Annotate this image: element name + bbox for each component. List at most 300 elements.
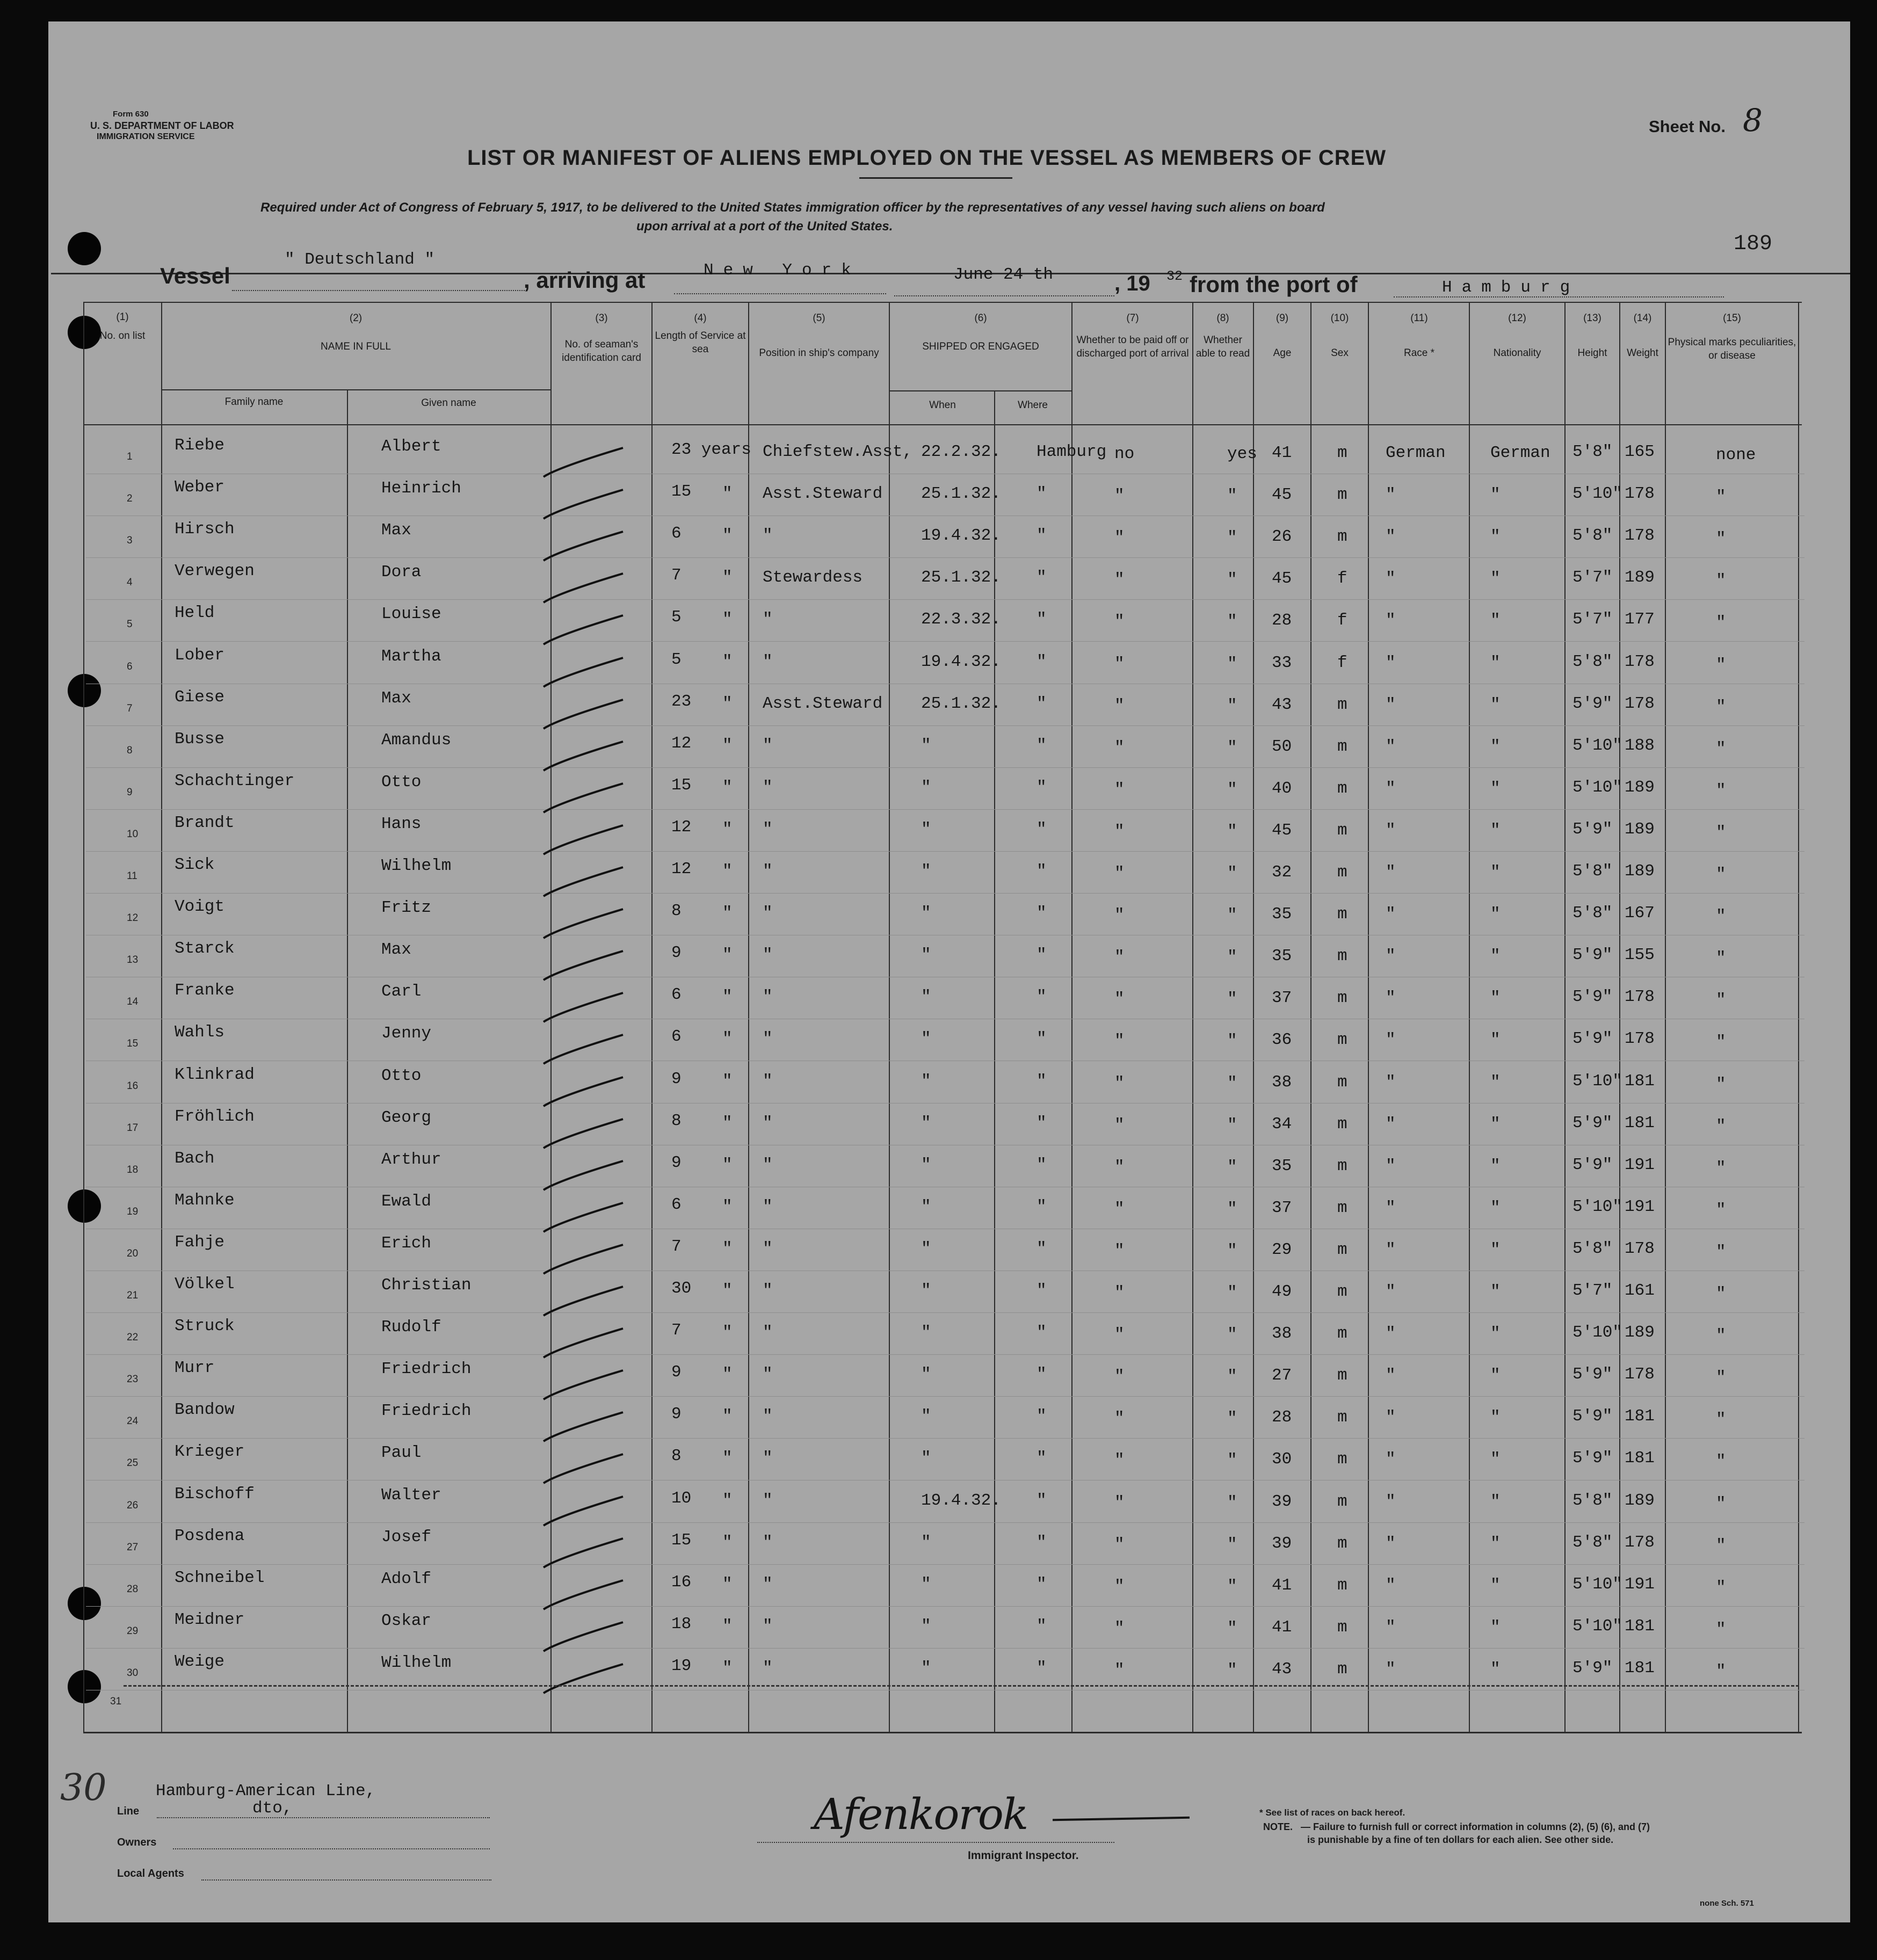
row-number: 11 (127, 870, 137, 882)
position: " (763, 1239, 773, 1258)
binder-hole-icon (68, 232, 101, 265)
row-rule (86, 809, 1804, 810)
service-length: 12 (671, 817, 692, 837)
year-suffix: 32 (1166, 268, 1183, 284)
shipped-when: " (921, 1029, 931, 1049)
weight: 165 (1625, 442, 1655, 461)
given-name: Martha (381, 647, 441, 666)
sex: m (1337, 1324, 1347, 1344)
height: 5'10" (1572, 1071, 1623, 1091)
shipped-when: " (921, 1616, 931, 1636)
able-to-read: " (1227, 1325, 1237, 1345)
nationality: German (1490, 444, 1550, 462)
age: 35 (1272, 947, 1292, 966)
physical-marks: none (1716, 446, 1756, 464)
able-to-read: " (1227, 1283, 1237, 1302)
nationality: " (1490, 1072, 1501, 1092)
manifest-sheet (48, 21, 1850, 1922)
nationality: " (1490, 989, 1501, 1008)
age: 34 (1272, 1114, 1292, 1134)
family-name: Voigt (175, 897, 225, 917)
family-name: Völkel (175, 1275, 235, 1294)
physical-marks: " (1716, 1620, 1726, 1639)
given-name: Carl (381, 982, 422, 1001)
race: " (1386, 695, 1396, 714)
row-rule (86, 1606, 1804, 1607)
shipped-where: " (1037, 1029, 1047, 1049)
height: 5'9" (1572, 1365, 1613, 1384)
service-length: 19 (671, 1656, 692, 1675)
col-divider (1310, 302, 1311, 1733)
able-to-read: " (1227, 1367, 1237, 1386)
family-name: Riebe (175, 436, 225, 455)
paid-off: " (1114, 1115, 1125, 1135)
weight: 178 (1625, 988, 1655, 1007)
checkmark-icon (542, 446, 628, 478)
family-name: Schachtinger (175, 771, 295, 790)
service-ditto: " (722, 526, 733, 546)
service-ditto: " (722, 1113, 733, 1133)
family-name: Lober (175, 645, 225, 665)
given-name: Hans (381, 814, 422, 833)
family-name: Schneibel (175, 1568, 265, 1587)
shipped-when: " (921, 862, 931, 881)
checkmark-icon (542, 698, 628, 730)
col-divider (1192, 302, 1193, 1733)
race: " (1386, 821, 1396, 840)
nationality: " (1490, 1282, 1501, 1301)
service-ditto: " (722, 1029, 733, 1049)
shipped-when: " (921, 1155, 931, 1174)
paid-off: " (1114, 738, 1125, 757)
sex: f (1337, 569, 1347, 589)
able-to-read: " (1227, 990, 1237, 1009)
race: " (1386, 1324, 1396, 1344)
weight: 189 (1625, 819, 1655, 839)
shipped-when: " (921, 1239, 931, 1258)
row-number: 25 (127, 1457, 139, 1469)
col-header-where: Where (1018, 400, 1048, 411)
note-line-1: — Failure to furnish full or correct information in columns (2), (5) (6), and (7) (1301, 1821, 1650, 1832)
owners-value: dto, (252, 1799, 293, 1818)
shipped-where: " (1037, 484, 1047, 504)
height: 5'9" (1572, 1407, 1613, 1426)
nationality: " (1490, 1659, 1501, 1679)
service-ditto: " (722, 1574, 733, 1594)
physical-marks: " (1716, 1033, 1726, 1052)
checkmark-icon (542, 488, 628, 520)
physical-marks: " (1716, 488, 1726, 507)
weight: 189 (1625, 568, 1655, 587)
able-to-read: " (1227, 864, 1237, 883)
race: " (1386, 905, 1396, 924)
able-to-read: " (1227, 1535, 1237, 1554)
race: " (1386, 1617, 1396, 1637)
race: " (1386, 1072, 1396, 1092)
able-to-read: " (1227, 1618, 1237, 1638)
height: 5'10" (1572, 1197, 1623, 1216)
col-header-service: (4) Length of Service at sea (655, 313, 746, 355)
local-agents-label: Local Agents (117, 1868, 184, 1879)
physical-marks: " (1716, 1326, 1726, 1346)
paid-off: " (1114, 864, 1125, 883)
shipped-when: " (921, 1658, 931, 1678)
able-to-read: " (1227, 654, 1237, 673)
position: " (763, 946, 773, 965)
position: " (763, 1197, 773, 1216)
physical-marks: " (1716, 739, 1726, 758)
checkmark-icon (542, 1033, 628, 1065)
weight: 191 (1625, 1574, 1655, 1594)
col-header-id-card: (3) No. of seaman's identification card (562, 313, 641, 364)
race: " (1386, 1240, 1396, 1259)
arriving-port: New York (704, 261, 861, 280)
weight: 189 (1625, 862, 1655, 881)
paid-off: " (1114, 1073, 1125, 1093)
col-header-weight: (14) Weight (1627, 313, 1658, 359)
row-rule (86, 851, 1804, 852)
service-ditto: " (722, 1071, 733, 1091)
height: 5'8" (1572, 652, 1613, 671)
sex: m (1337, 947, 1347, 966)
race: " (1386, 863, 1396, 882)
shipped-where: " (1037, 1281, 1047, 1300)
family-name: Brandt (175, 813, 235, 832)
sex: m (1337, 1659, 1347, 1679)
binder-hole-icon (68, 1670, 101, 1703)
row-number: 18 (127, 1164, 139, 1175)
line-dotline (157, 1817, 490, 1818)
paid-off: " (1114, 528, 1125, 548)
checkmark-icon (542, 1243, 628, 1275)
nationality: " (1490, 527, 1501, 547)
service-ditto: " (722, 568, 733, 587)
position: " (763, 736, 773, 755)
position: " (763, 988, 773, 1007)
service-length: 9 (671, 1069, 682, 1088)
family-name: Bandow (175, 1400, 235, 1420)
weight: 178 (1625, 484, 1655, 504)
age: 41 (1272, 1617, 1292, 1637)
service-length: 23 (671, 692, 692, 711)
paid-off: " (1114, 1157, 1125, 1177)
sex: f (1337, 653, 1347, 672)
row-number: 23 (127, 1374, 139, 1385)
row-number: 10 (127, 828, 139, 840)
service-length: 5 (671, 650, 682, 669)
service-length: 7 (671, 1237, 682, 1256)
age: 29 (1272, 1240, 1292, 1259)
service-length: 7 (671, 566, 682, 585)
sex: m (1337, 737, 1347, 756)
physical-marks: " (1716, 1368, 1726, 1388)
bottom-reference: none Sch. 571 (1700, 1899, 1754, 1908)
sheet-label: Sheet No. (1649, 117, 1726, 136)
row-number-31: 31 (110, 1696, 122, 1707)
physical-marks: " (1716, 1200, 1726, 1219)
col-divider (1619, 302, 1620, 1733)
position: " (763, 652, 773, 671)
shipped-where: " (1037, 1574, 1047, 1594)
col-divider (161, 302, 162, 1733)
race: " (1386, 1030, 1396, 1050)
binder-hole-icon (68, 1189, 101, 1223)
service-ditto: " (722, 1658, 733, 1678)
row-number: 9 (127, 786, 133, 798)
race: " (1386, 737, 1396, 756)
row-number: 24 (127, 1415, 139, 1427)
col-header-paid-off: (7) Whether to be paid off or discharged port of arrival (1076, 313, 1189, 359)
height: 5'9" (1572, 946, 1613, 965)
sex: f (1337, 611, 1347, 630)
service-length: 23 years (671, 440, 751, 459)
sex: m (1337, 1617, 1347, 1637)
shipped-when: " (921, 1113, 931, 1133)
checkmark-icon (542, 949, 628, 981)
shipped-where: " (1037, 1491, 1047, 1510)
checkmark-icon (542, 1620, 628, 1652)
vessel-top-rule (51, 273, 1850, 274)
able-to-read: " (1227, 780, 1237, 799)
able-to-read: yes (1227, 445, 1257, 463)
sex: m (1337, 905, 1347, 924)
nationality: " (1490, 611, 1501, 630)
checkmark-icon (542, 1452, 628, 1484)
weight: 178 (1625, 1533, 1655, 1552)
physical-marks: " (1716, 781, 1726, 800)
checkmark-icon (542, 1536, 628, 1569)
shipped-when: " (921, 904, 931, 923)
shipped-where: " (1037, 904, 1047, 923)
shipped-where: " (1037, 610, 1047, 629)
sex: m (1337, 485, 1347, 505)
position: " (763, 1029, 773, 1049)
race: " (1386, 1576, 1396, 1595)
nationality: " (1490, 1240, 1501, 1259)
service-length: 15 (671, 482, 692, 502)
row-number: 28 (127, 1583, 139, 1595)
weight: 189 (1625, 778, 1655, 797)
col-divider (1253, 302, 1254, 1733)
physical-marks: " (1716, 1284, 1726, 1303)
family-name: Bach (175, 1149, 215, 1168)
weight: 189 (1625, 1323, 1655, 1342)
nationality: " (1490, 1617, 1501, 1637)
physical-marks: " (1716, 571, 1726, 591)
agents-dotline (201, 1879, 491, 1881)
checkmark-icon (542, 1159, 628, 1191)
race: German (1386, 444, 1446, 462)
given-name: Friedrich (381, 1402, 472, 1421)
shipped-where: " (1037, 819, 1047, 839)
col-divider (994, 390, 995, 1733)
shipped-when: " (921, 1574, 931, 1594)
sex: m (1337, 989, 1347, 1008)
shipped-where: " (1037, 694, 1047, 713)
given-name: Max (381, 940, 411, 960)
height: 5'10" (1572, 484, 1623, 504)
sex: m (1337, 1492, 1347, 1511)
service-ditto: " (722, 1407, 733, 1426)
checkmark-icon (542, 991, 628, 1023)
shipped-where: " (1037, 736, 1047, 755)
given-name: Rudolf (381, 1318, 441, 1337)
family-name: Hirsch (175, 520, 235, 539)
shipped-when: " (921, 1197, 931, 1216)
shipped-when: 19.4.32. (921, 1491, 1001, 1510)
checkmark-icon (542, 613, 628, 645)
note-label: NOTE. (1263, 1821, 1293, 1832)
race: " (1386, 1534, 1396, 1553)
position: " (763, 1658, 773, 1678)
able-to-read: " (1227, 612, 1237, 631)
physical-marks: " (1716, 823, 1726, 842)
row-rule (86, 1103, 1804, 1104)
subtitle-line-2: upon arrival at a port of the United States. (636, 219, 893, 234)
subtitle-line-1: Required under Act of Congress of February 5, 1917, to be delivered to the United States immigration officer by the representatives of any vessel having such aliens on board (260, 200, 1325, 215)
shipped-where: " (1037, 1071, 1047, 1091)
able-to-read: " (1227, 696, 1237, 715)
row-number: 26 (127, 1499, 139, 1511)
shipped-when: " (921, 988, 931, 1007)
family-name: Fröhlich (175, 1107, 255, 1126)
races-note: * See list of races on back hereof. (1259, 1807, 1405, 1818)
paid-off: " (1114, 1618, 1125, 1638)
owners-label: Owners (117, 1836, 157, 1848)
paid-off: " (1114, 1325, 1125, 1345)
year-prefix: , 19 (1114, 272, 1150, 295)
paid-off: " (1114, 654, 1125, 673)
age: 41 (1272, 1576, 1292, 1595)
height: 5'9" (1572, 1449, 1613, 1468)
shipped-when: 25.1.32. (921, 568, 1001, 587)
paid-off: " (1114, 1577, 1125, 1596)
height: 5'9" (1572, 1155, 1613, 1174)
height: 5'10" (1572, 736, 1623, 755)
shipped-when: " (921, 736, 931, 755)
row-rule (86, 599, 1804, 600)
shipped-when: 22.3.32. (921, 610, 1001, 629)
paid-off: " (1114, 1241, 1125, 1260)
checkmark-icon (542, 1578, 628, 1610)
vessel-name: " Deutschland " (285, 250, 435, 269)
physical-marks: " (1716, 1242, 1726, 1261)
given-name: Louise (381, 605, 441, 624)
paid-off: " (1114, 612, 1125, 631)
service-length: 7 (671, 1321, 682, 1340)
col-divider (1665, 302, 1666, 1733)
family-name: Wahls (175, 1023, 225, 1042)
position: " (763, 1449, 773, 1468)
family-name: Busse (175, 729, 225, 749)
nationality: " (1490, 1156, 1501, 1175)
sex: m (1337, 821, 1347, 840)
service-ditto: " (722, 988, 733, 1007)
service-ditto: " (722, 904, 733, 923)
row-number: 29 (127, 1625, 139, 1637)
service-ditto: " (722, 610, 733, 629)
given-name: Wilhelm (381, 856, 452, 875)
row-number: 20 (127, 1247, 139, 1259)
shipped-where: " (1037, 1533, 1047, 1552)
service-length: 9 (671, 1363, 682, 1382)
able-to-read: " (1227, 528, 1237, 548)
age: 40 (1272, 779, 1292, 798)
list-end-dashline (124, 1685, 1799, 1687)
race: " (1386, 947, 1396, 966)
shipped-where: Hamburg (1037, 442, 1107, 461)
service-ditto: " (722, 1239, 733, 1258)
sex: m (1337, 1156, 1347, 1175)
race: " (1386, 1492, 1396, 1511)
checkmark-icon (542, 1075, 628, 1107)
given-name: Arthur (381, 1150, 441, 1169)
given-name: Max (381, 688, 411, 708)
page-number: 189 (1734, 232, 1773, 256)
age: 49 (1272, 1282, 1292, 1301)
weight: 181 (1625, 1616, 1655, 1636)
checkmark-icon (542, 656, 628, 688)
service-length: 15 (671, 1530, 692, 1550)
service-ditto: " (722, 694, 733, 713)
form-number: Form 630 (113, 110, 149, 119)
paid-off: " (1114, 906, 1125, 925)
weight: 177 (1625, 610, 1655, 629)
position: " (763, 862, 773, 881)
col-header-when: When (929, 400, 956, 411)
col-header-sex: (10) Sex (1330, 313, 1349, 359)
row-rule (86, 1648, 1804, 1649)
race: " (1386, 569, 1396, 589)
physical-marks: " (1716, 1661, 1726, 1681)
given-name: Paul (381, 1443, 422, 1463)
service-length: 6 (671, 985, 682, 1005)
able-to-read: " (1227, 570, 1237, 590)
binder-hole-icon (68, 1587, 101, 1620)
age: 38 (1272, 1324, 1292, 1344)
race: " (1386, 1282, 1396, 1301)
row-number: 16 (127, 1080, 139, 1092)
shipped-when: " (921, 1533, 931, 1552)
table-header-border (83, 424, 1802, 425)
physical-marks: " (1716, 1410, 1726, 1429)
nationality: " (1490, 905, 1501, 924)
sex: m (1337, 1366, 1347, 1385)
physical-marks: " (1716, 1536, 1726, 1555)
checkmark-icon (542, 1284, 628, 1317)
row-number: 8 (127, 744, 133, 756)
owners-dotline (173, 1848, 490, 1849)
weight: 188 (1625, 736, 1655, 755)
binder-hole-icon (68, 674, 101, 707)
row-number: 21 (127, 1290, 139, 1301)
able-to-read: " (1227, 948, 1237, 967)
date-dotline (894, 295, 1114, 296)
given-name: Friedrich (381, 1360, 472, 1379)
family-name: Weige (175, 1652, 225, 1671)
given-name: Max (381, 521, 411, 540)
weight: 181 (1625, 1449, 1655, 1468)
weight: 181 (1625, 1658, 1655, 1678)
height: 5'10" (1572, 1574, 1623, 1594)
shipped-where: " (1037, 568, 1047, 587)
age: 45 (1272, 569, 1292, 589)
race: " (1386, 779, 1396, 798)
position: " (763, 819, 773, 839)
checkmark-icon (542, 865, 628, 897)
checkmark-icon (542, 781, 628, 814)
race: " (1386, 989, 1396, 1008)
